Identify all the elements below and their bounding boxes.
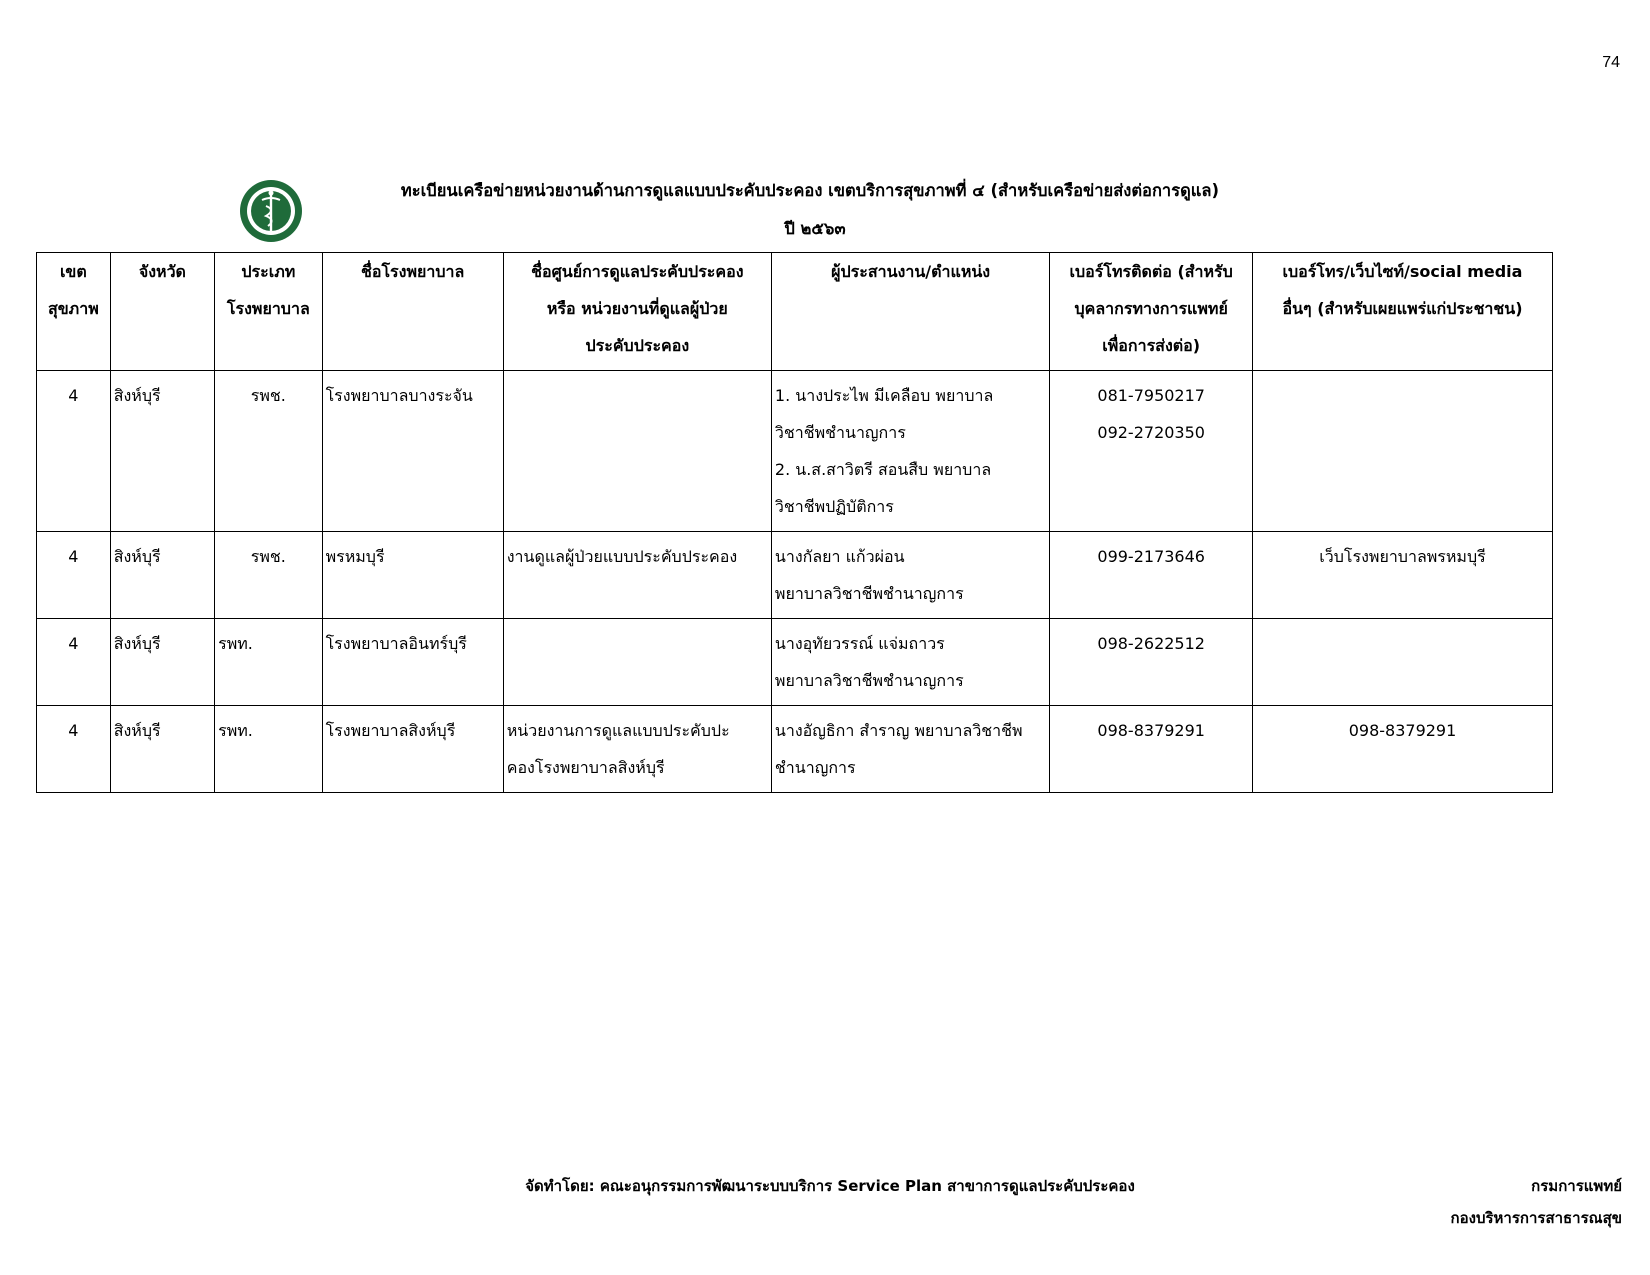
cell-hospital-type: รพท. (215, 706, 322, 793)
cell-line: 098-8379291 (1097, 721, 1205, 740)
header-line: เบอร์โทรติดต่อ (สำหรับ (1069, 262, 1233, 281)
cell-line: วิชาชีพปฏิบัติการ (774, 497, 894, 516)
cell-center-name (503, 371, 771, 532)
cell-center-name (503, 706, 771, 793)
header-center-name (503, 253, 771, 371)
cell-line: 099-2173646 (1097, 547, 1205, 566)
header-line: โรงพยาบาล (226, 299, 310, 318)
cell-public-contact (1253, 706, 1553, 793)
header-medical-phone (1050, 253, 1253, 371)
cell-line: งานดูแลผู้ป่วยแบบประคับประคอง (506, 547, 738, 566)
header-line: สุขภาพ (47, 299, 99, 318)
header-coordinator (771, 253, 1049, 371)
cell-hospital-name: โรงพยาบาลบางระจัน (322, 371, 503, 532)
header-province (110, 253, 214, 371)
table-row (37, 371, 1553, 532)
cell-coordinator (771, 619, 1049, 706)
cell-region: 4 (37, 532, 111, 619)
header-line: อื่นๆ (สำหรับเผยแพร่แก่ประชาชน) (1282, 299, 1523, 318)
cell-coordinator (771, 706, 1049, 793)
header-public-contact (1253, 253, 1553, 371)
cell-line: ชำนาญการ (774, 758, 856, 777)
table-row (37, 532, 1553, 619)
cell-medical-phone (1050, 532, 1253, 619)
cell-line: หน่วยงานการดูแลแบบประคับปะ (506, 721, 730, 740)
table-body (37, 371, 1553, 793)
cell-public-contact (1253, 619, 1553, 706)
cell-province: สิงห์บุรี (110, 371, 214, 532)
header-region (37, 253, 111, 371)
cell-region: 4 (37, 371, 111, 532)
cell-line: นางอุทัยวรรณ์ แจ่มถาวร (774, 634, 945, 653)
cell-line: 098-8379291 (1348, 721, 1457, 740)
footer-division: กองบริหารการสาธารณสุข (1450, 1209, 1622, 1227)
header-hospital-type (215, 253, 322, 371)
cell-province: สิงห์บุรี (110, 532, 214, 619)
footer-prepared-by: จัดทำโดย: คณะอนุกรรมการพัฒนาระบบบริการ Service Plan สาขาการดูแลประคับประคอง (525, 1177, 1135, 1195)
header-line: เบอร์โทร/เว็บไซท์/social media (1282, 262, 1523, 281)
cell-province: สิงห์บุรี (110, 706, 214, 793)
document-title: ทะเบียนเครือข่ายหน่วยงานด้านการดูแลแบบประคับประคอง เขตบริการสุขภาพที่ ๔ (สำหรับเครือข่ายส่งต่อการดูแล) (400, 181, 1220, 200)
footer-department: กรมการแพทย์ (1531, 1177, 1622, 1195)
cell-center-name (503, 619, 771, 706)
cell-line: 092-2720350 (1097, 423, 1205, 442)
header-line: ผู้ประสานงาน/ตำแหน่ง (831, 262, 991, 281)
header-line: ชื่อศูนย์การดูแลประคับประคอง (531, 262, 744, 281)
cell-line: เว็บโรงพยาบาลพรหมบุรี (1319, 547, 1486, 566)
page-number: 74 (1602, 54, 1620, 71)
cell-line: 1. นางประไพ มีเคลือบ พยาบาล (774, 386, 994, 405)
cell-hospital-name: โรงพยาบาลสิงห์บุรี (322, 706, 503, 793)
cell-line: 081-7950217 (1097, 386, 1205, 405)
header-line: ประคับประคอง (585, 336, 690, 355)
cell-region: 4 (37, 619, 111, 706)
cell-public-contact (1253, 532, 1553, 619)
cell-coordinator (771, 532, 1049, 619)
cell-hospital-type: รพช. (215, 371, 322, 532)
cell-line: วิชาชีพชำนาญการ (774, 423, 906, 442)
cell-line: นางกัลยา แก้วผ่อน (774, 547, 905, 566)
hospital-network-table (36, 252, 1553, 793)
ministry-seal-logo (238, 178, 304, 244)
table-row (37, 706, 1553, 793)
cell-center-name (503, 532, 771, 619)
cell-line: พยาบาลวิชาชีพชำนาญการ (774, 584, 964, 603)
cell-line: พยาบาลวิชาชีพชำนาญการ (774, 671, 964, 690)
cell-medical-phone (1050, 371, 1253, 532)
table-row (37, 619, 1553, 706)
cell-hospital-type: รพท. (215, 619, 322, 706)
cell-region: 4 (37, 706, 111, 793)
cell-hospital-name: พรหมบุรี (322, 532, 503, 619)
header-hospital-name (322, 253, 503, 371)
header-line: ชื่อโรงพยาบาล (360, 262, 465, 281)
cell-medical-phone (1050, 706, 1253, 793)
cell-line: 2. น.ส.สาวิตรี สอนสืบ พยาบาล (774, 460, 992, 479)
table-header-row (37, 253, 1553, 371)
cell-public-contact (1253, 371, 1553, 532)
cell-medical-phone (1050, 619, 1253, 706)
cell-line: นางอัญธิกา สำราญ พยาบาลวิชาชีพ (774, 721, 1023, 740)
cell-province: สิงห์บุรี (110, 619, 214, 706)
cell-line: คองโรงพยาบาลสิงห์บุรี (506, 758, 665, 777)
header-line: หรือ หน่วยงานที่ดูแลผู้ป่วย (546, 299, 728, 318)
header-line: เขต (59, 262, 87, 281)
header-line: เพื่อการส่งต่อ) (1102, 336, 1201, 355)
header-line: จังหวัด (138, 262, 186, 281)
cell-hospital-type: รพช. (215, 532, 322, 619)
cell-coordinator (771, 371, 1049, 532)
header-line: ประเภท (241, 262, 296, 281)
cell-line: 098-2622512 (1097, 634, 1205, 653)
document-subtitle: ปี ๒๕๖๓ (784, 219, 846, 238)
header-line: บุคลากรทางการแพทย์ (1074, 299, 1228, 318)
cell-hospital-name: โรงพยาบาลอินทร์บุรี (322, 619, 503, 706)
